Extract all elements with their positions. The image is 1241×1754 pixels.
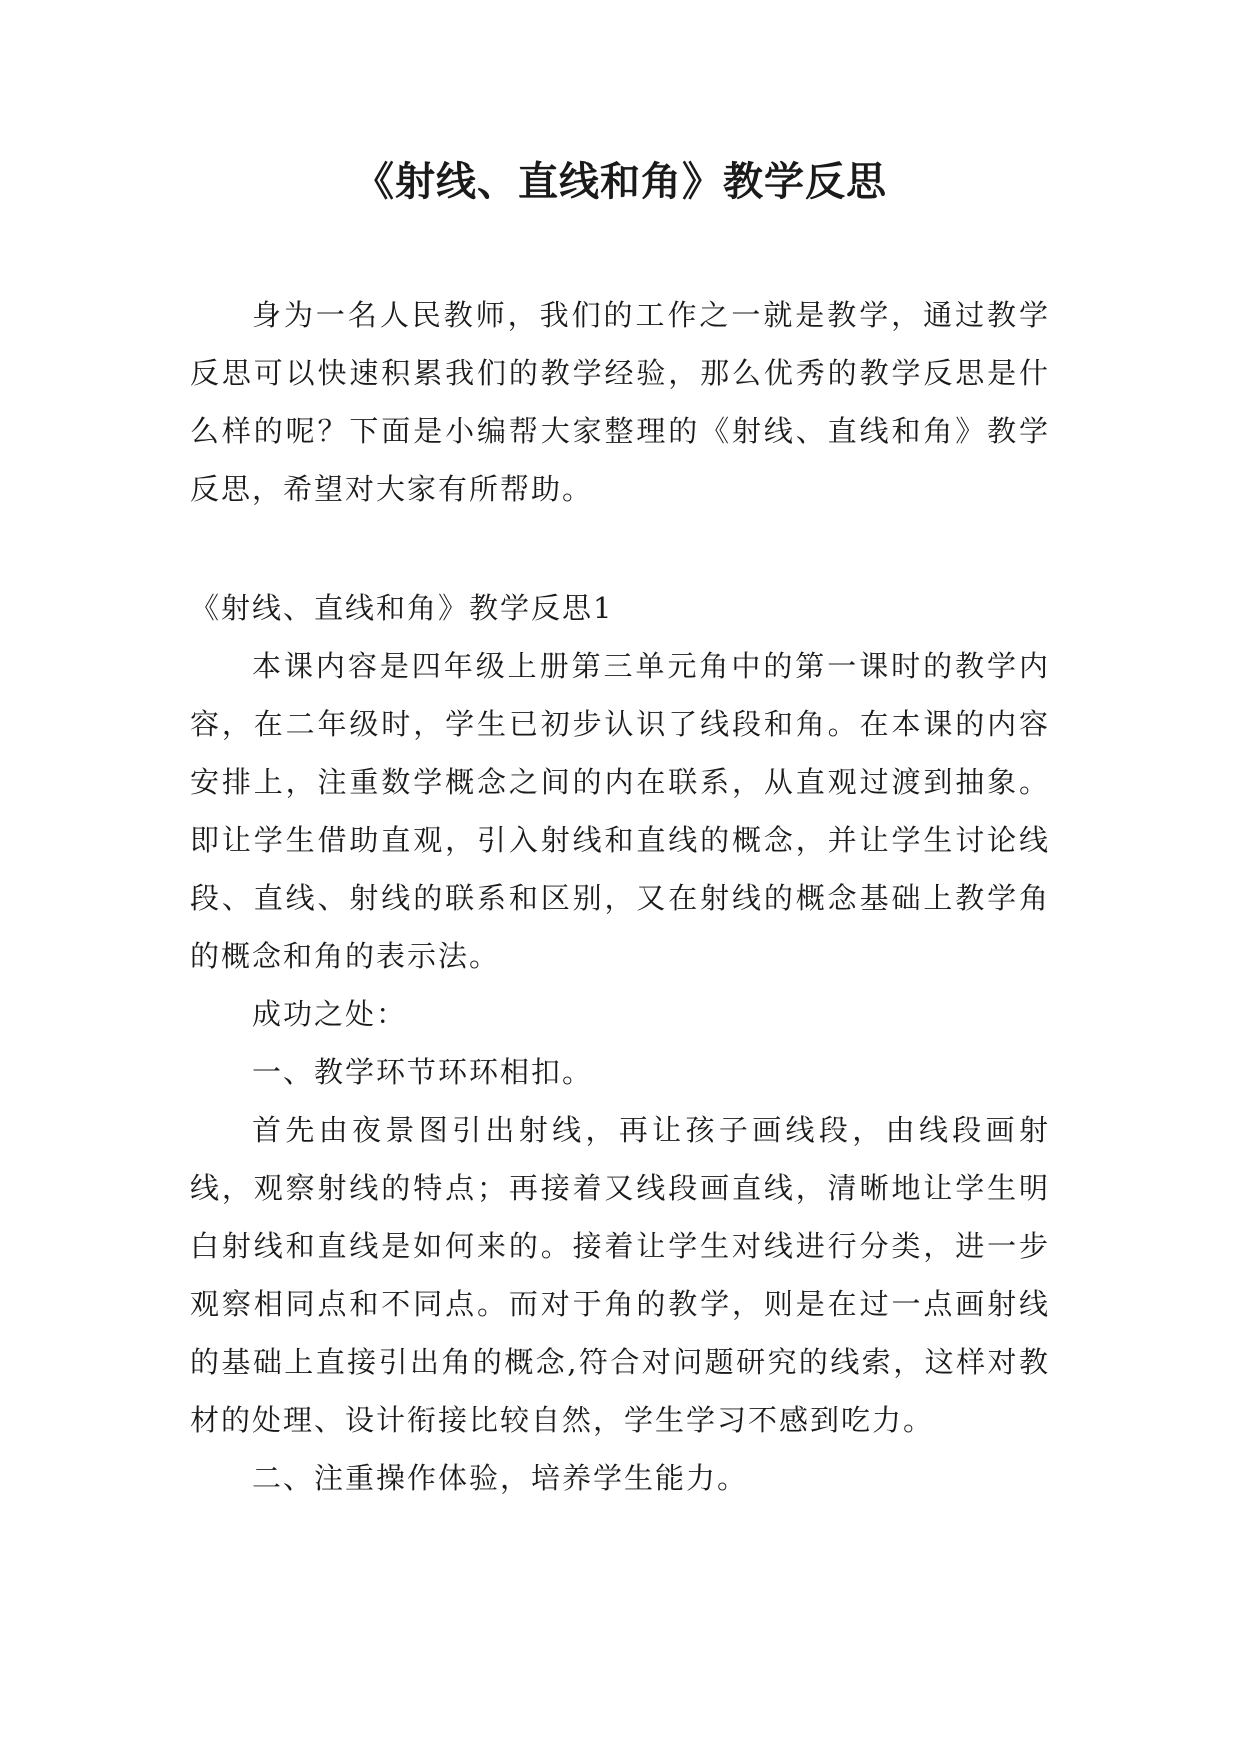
intro-paragraph: 身为一名人民教师，我们的工作之一就是教学，通过教学反思可以快速积累我们的教学经验，那么优秀的教学反思是什么样的呢？下面是小编帮大家整理的《射线、直线和角》教学反思，希望对大家有所帮助。 bbox=[190, 298, 1050, 506]
paragraph-2: 首先由夜景图引出射线，再让孩子画线段，由线段画射线，观察射线的特点；再接着又线段画直线，清晰地让学生明白射线和直线是如何来的。接着让学生对线进行分类，进一步观察相同点和不同点。而对于角的教学，则是在过一点画射线的基础上直接引出角的概念,符合对问题研究的线索，这样对教材的处理、设计衔接比较自然，学生学习不感到吃力。 bbox=[190, 1113, 1050, 1437]
paragraph-point-2: 二、注重操作体验，培养学生能力。 bbox=[252, 1461, 749, 1495]
paragraph-success-label: 成功之处： bbox=[252, 997, 408, 1031]
section-1 bbox=[190, 579, 1050, 1507]
document-title: 《射线、直线和角》教学反思 bbox=[354, 159, 887, 205]
paragraph-1: 本课内容是四年级上册第三单元角中的第一课时的教学内容，在二年级时，学生已初步认识了线段和角。在本课的内容安排上，注重数学概念之间的内在联系，从直观过渡到抽象。即让学生借助直观，引入射线和直线的概念，并让学生讨论线段、直线、射线的联系和区别，又在射线的概念基础上教学角的概念和角的表示法。 bbox=[190, 649, 1050, 973]
section-heading: 《射线、直线和角》教学反思1 bbox=[190, 591, 614, 625]
paragraph-point-1: 一、教学环节环环相扣。 bbox=[252, 1055, 594, 1089]
intro-section bbox=[190, 286, 1050, 518]
